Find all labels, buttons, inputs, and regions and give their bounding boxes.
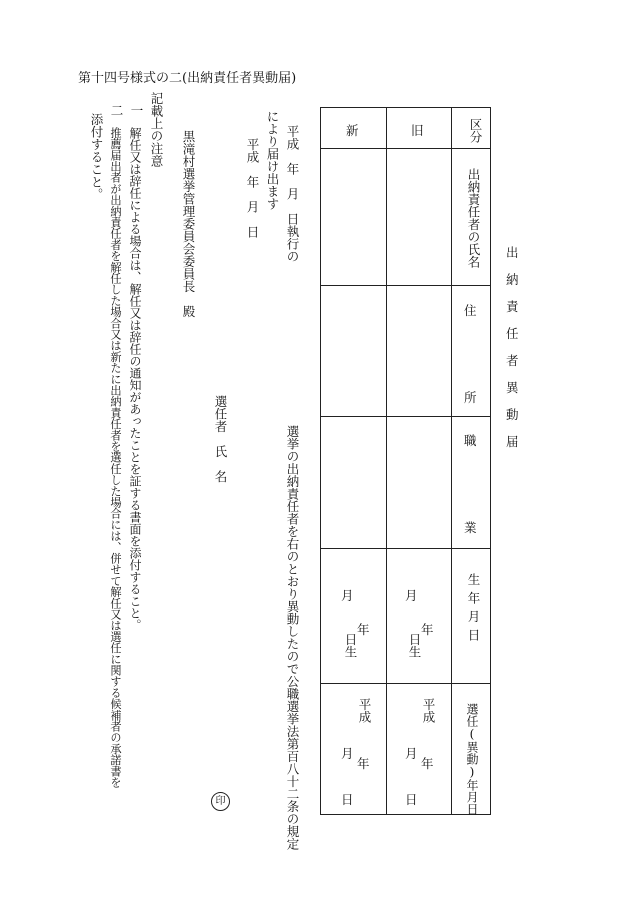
row-label-appointment-date: 選任(異動)年月日 [465,703,479,815]
old-appoint-year: 年 [421,756,434,771]
title-char: 動 [506,407,519,422]
header-old: 旧 [411,123,424,138]
row-label-name: 出納責任者の氏名 [466,168,481,268]
change-table [320,107,491,815]
title-char: 出 [506,245,519,260]
body-line1-start: 平成 年 月 日執行の [285,125,300,263]
notes-heading: 記載上の注意 [149,92,164,167]
submission-date: 平成 年 月 日 [245,138,260,238]
new-appoint-year: 年 [357,756,370,771]
row-label-occupation-2: 業 [464,520,477,535]
note2-number: 二 [109,104,124,117]
title-char: 納 [506,272,519,287]
body-line1-end: 選挙の出納責任者を右のとおり異動したので公職選挙法第百八十二条の規定 [285,425,300,850]
old-birth-year: 年 [421,622,434,637]
title-char: 届 [506,434,519,449]
note2-text-line2: 添付すること。 [89,113,104,201]
new-birth-day: 日生 [343,633,358,658]
title-char: 責 [506,299,519,314]
old-appoint-era: 平成 [421,698,436,723]
seal-stamp: 印 [211,792,230,811]
title-char: 異 [506,380,519,395]
new-appoint-day: 日 [341,792,354,807]
row-label-address-1: 住 [464,303,477,318]
header-kubun: 区分 [468,118,483,143]
addressee: 黒滝村選挙管理委員会委員長 殿 [181,130,196,318]
row-label-address-2: 所 [464,390,477,405]
row-label-occupation-1: 職 [464,433,477,448]
title-char: 任 [506,326,519,341]
new-appoint-month: 月 [341,746,354,761]
title-char: 者 [506,353,519,368]
new-appoint-era: 平成 [357,698,372,723]
new-birth-month: 月 [341,588,354,603]
old-appoint-month: 月 [405,746,418,761]
row-label-birthdate: 生年月日 [466,573,481,647]
note1-number: 一 [129,104,144,117]
form-label: 第十四号様式の二(出納責任者異動届) [78,71,297,86]
body-line2: により届け出ます [265,110,280,210]
old-birth-month: 月 [405,588,418,603]
old-appoint-day: 日 [405,792,418,807]
old-birth-day: 日生 [407,633,422,658]
note2-text-line1: 推薦届出者が出納責任者を解任した場合又は新たに出納責任者を選任した場合には、併せて解任又は選任に関する候補者の承諾書を [109,127,122,788]
note1-text: 解任又は辞任による場合は、解任又は辞任の通知があったことを証する書面を添付すること。 [128,127,142,631]
signer-label: 選任者 氏 名 [213,395,228,483]
new-birth-year: 年 [357,622,370,637]
header-new: 新 [346,123,359,138]
